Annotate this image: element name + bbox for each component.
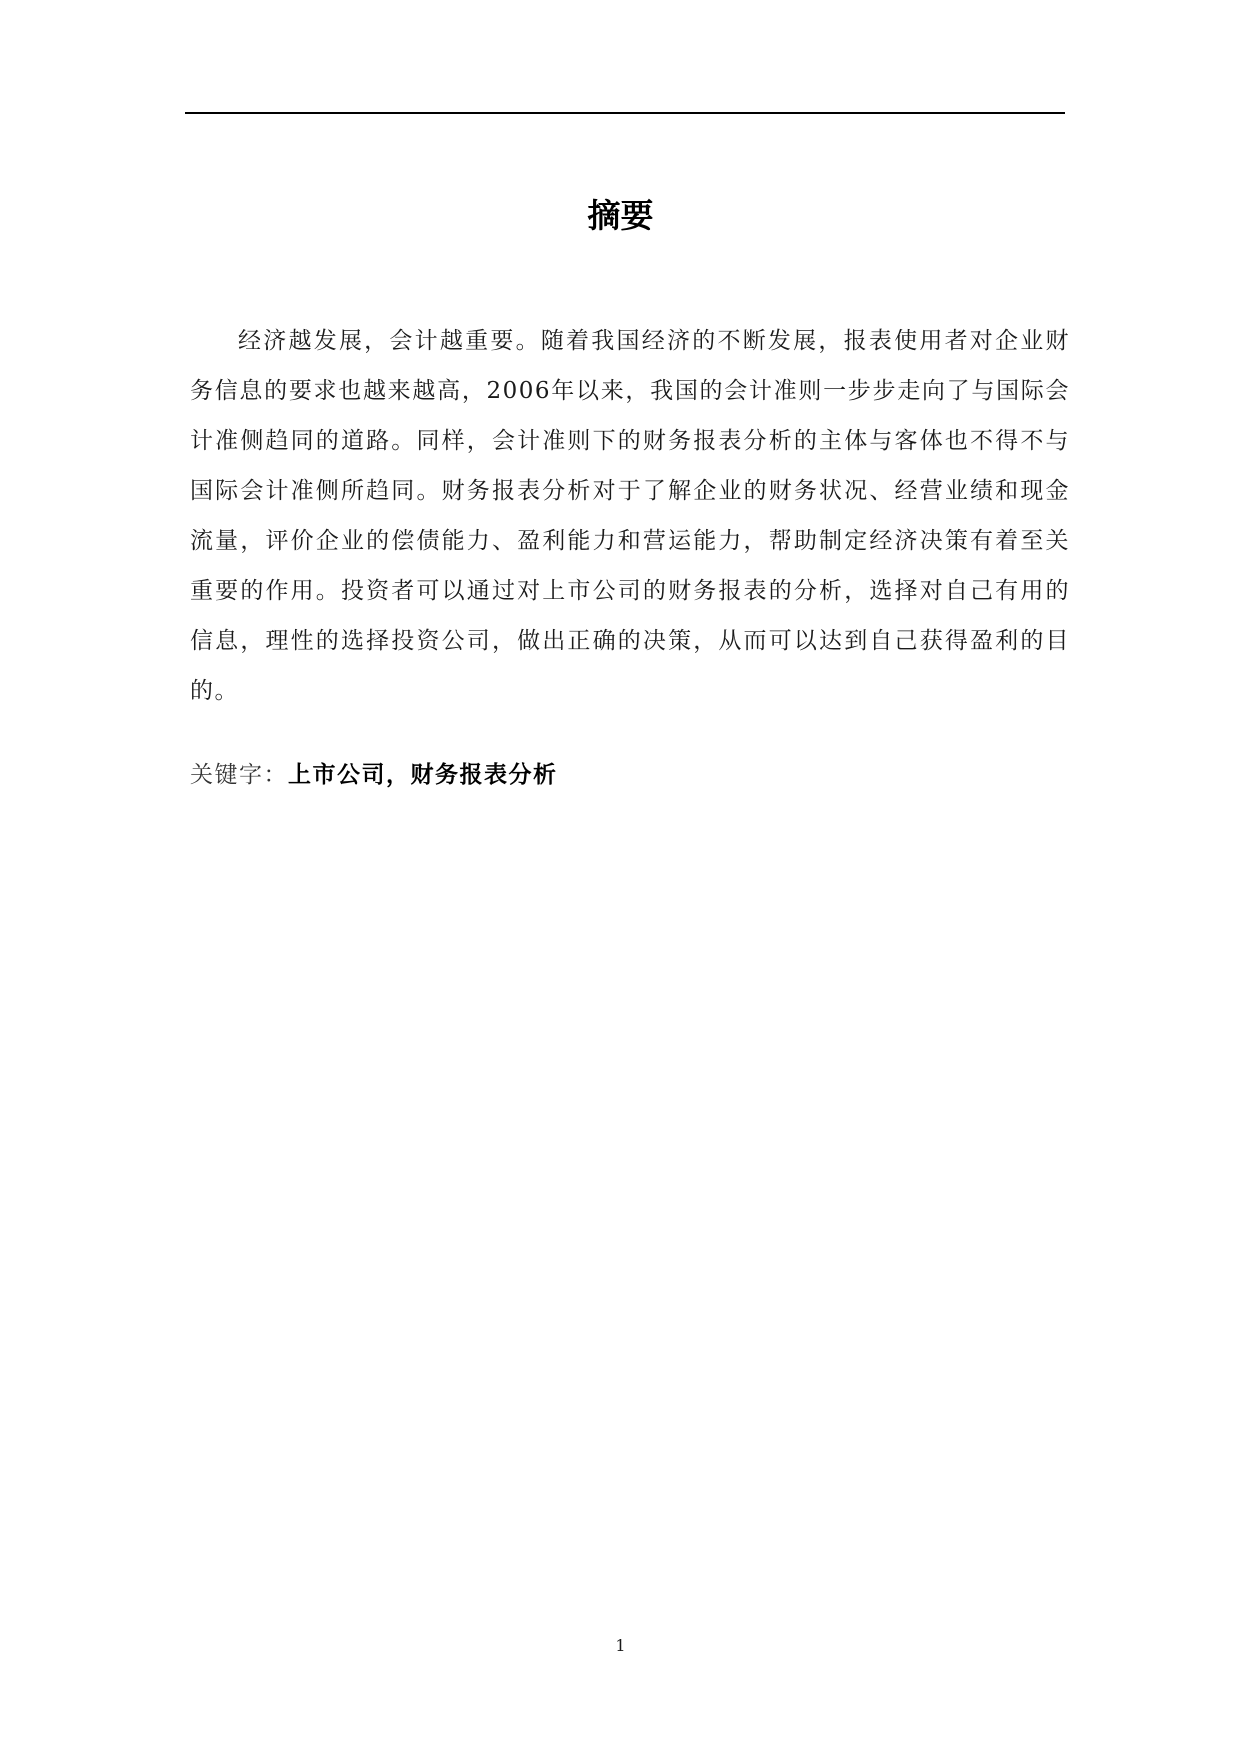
keywords-value: 上市公司，财务报表分析 xyxy=(288,762,558,788)
keywords-label: 关键字： xyxy=(190,762,288,788)
page-title: 摘要 xyxy=(587,196,654,235)
keywords-line xyxy=(190,755,1070,795)
abstract-paragraph: 经济越发展，会计越重要。随着我国经济的不断发展，报表使用者对企业财务信息的要求也越来越高，2006年以来，我国的会计准则一步步走向了与国际会计准侧趋同的道路。同样，会计准则下的财务报表分析的主体与客体也不得不与国际会计准侧所趋同。财务报表分析对于了解企业的财务状况、经营业绩和现金流量，评价企业的偿债能力、盈利能力和营运能力，帮助制定经济决策有着至关重要的作用。投资者可以通过对上市公司的财务报表的分析，选择对自己有用的信息，理性的选择投资公司，做出正确的决策，从而可以达到自己获得盈利的目的。 xyxy=(190,328,1070,704)
header-rule xyxy=(185,112,1065,114)
page-number: 1 xyxy=(615,1636,626,1655)
